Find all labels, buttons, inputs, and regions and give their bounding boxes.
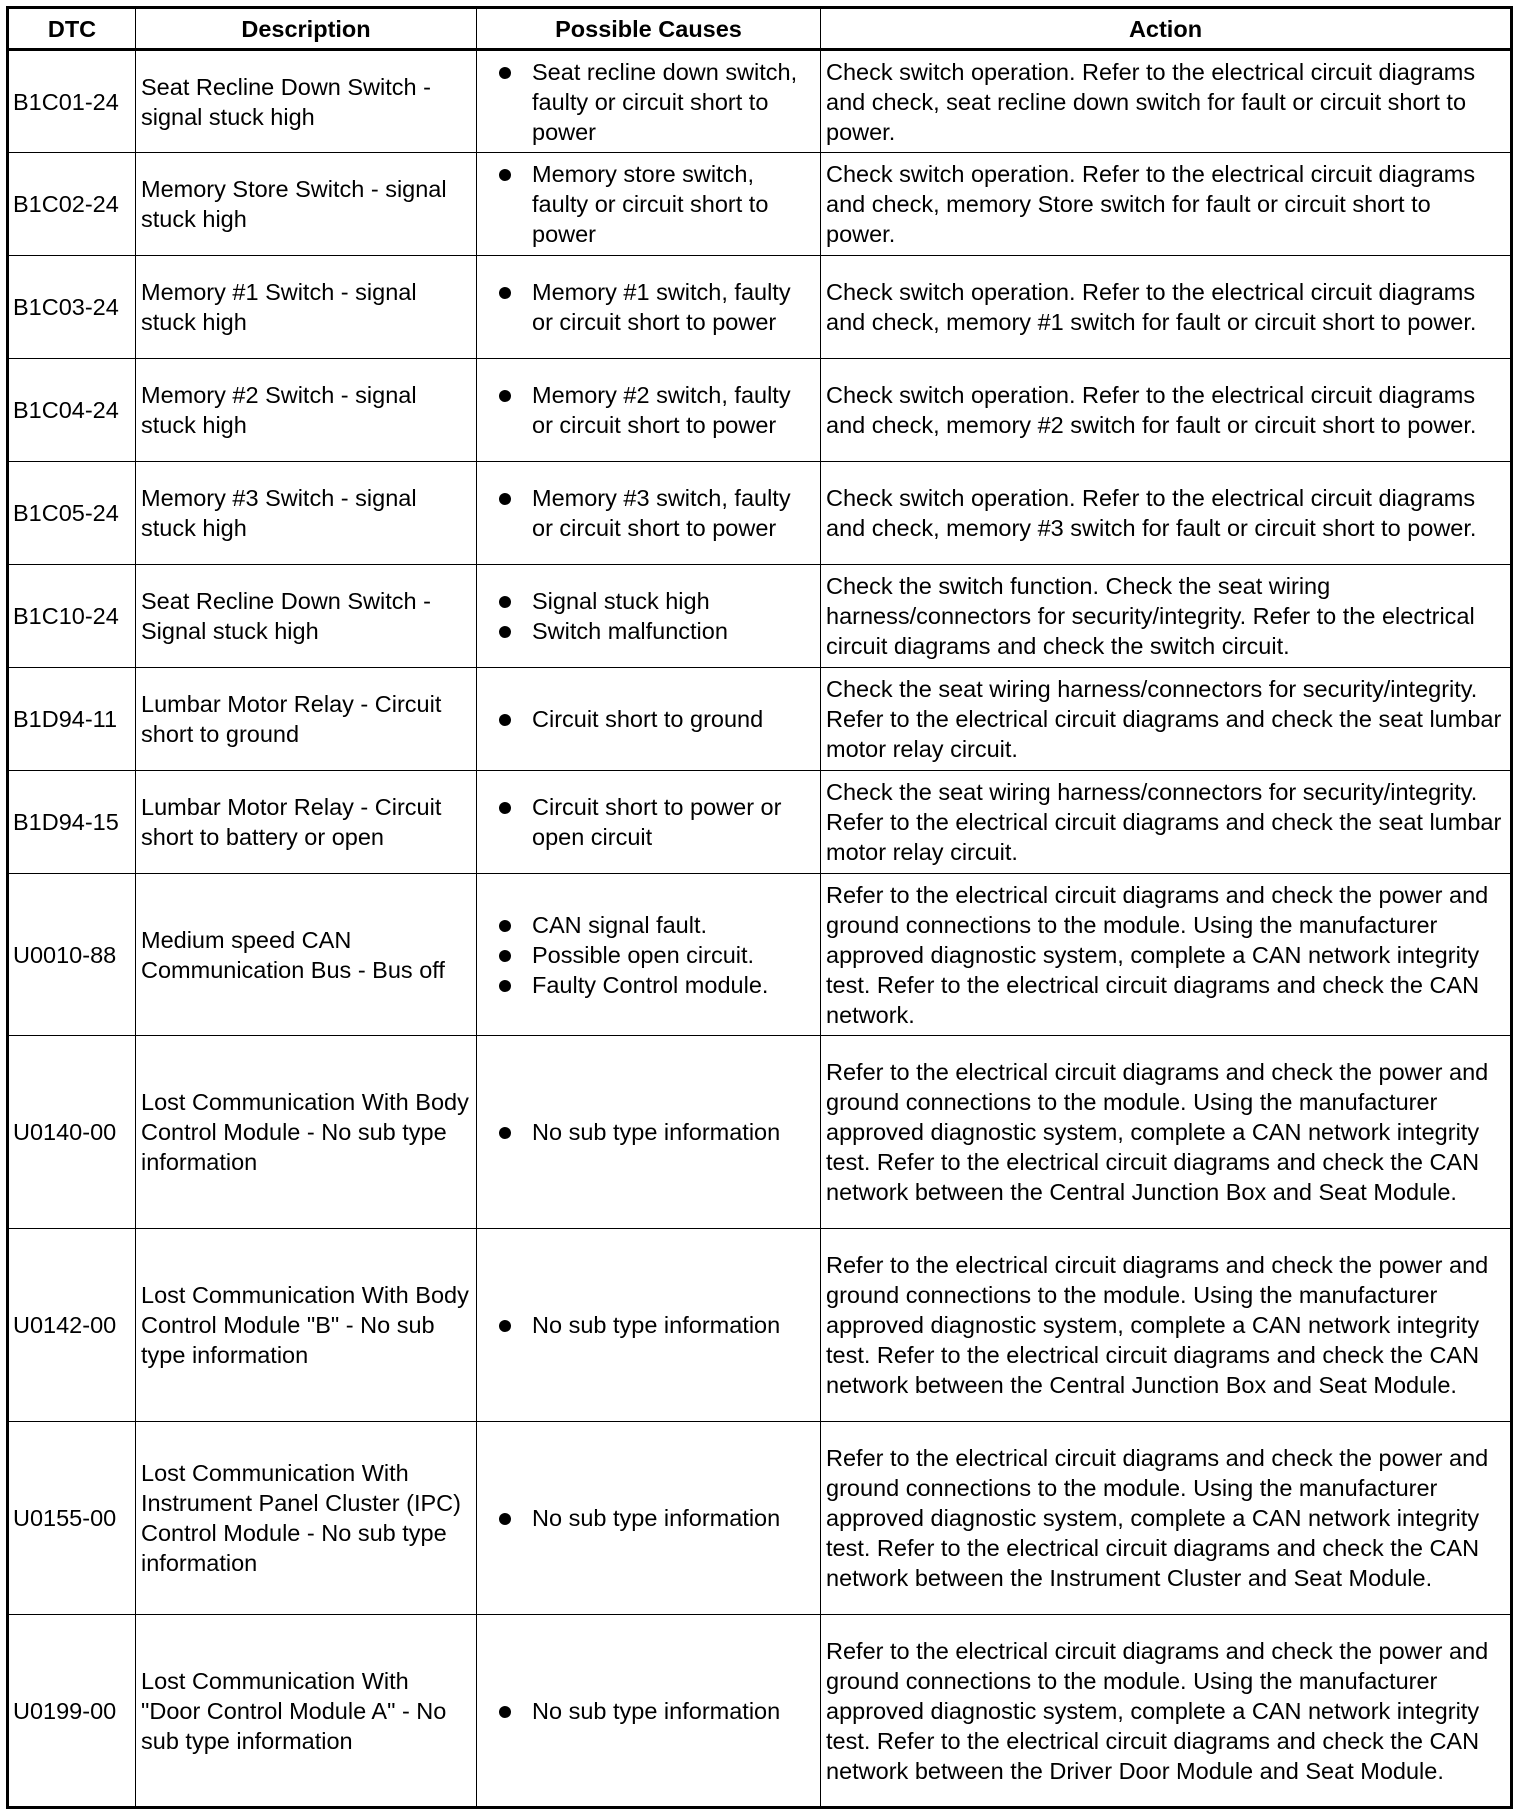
- cause-item: Faulty Control module.: [487, 970, 816, 1000]
- possible-causes: [477, 565, 821, 668]
- cause-item: Possible open circuit.: [487, 940, 816, 970]
- table-row: [8, 50, 1512, 153]
- dtc-action: Refer to the electrical circuit diagrams and check the power and ground connections to the module. Using the manufacturer approved diagnostic system, complete a CAN network integrity test. Refer to the electrical circuit diagrams and check the CAN network between the Central Junction Box and Seat Module.: [821, 1229, 1512, 1422]
- possible-causes: [477, 1422, 821, 1615]
- causes-list: [487, 1503, 816, 1533]
- dtc-action: Refer to the electrical circuit diagrams and check the power and ground connections to the module. Using the manufacturer approved diagnostic system, complete a CAN network integrity test. Refer to the electrical circuit diagrams and check the CAN network between the Instrument Cluster and Seat Module.: [821, 1422, 1512, 1615]
- dtc-code: U0140-00: [8, 1036, 136, 1229]
- header-action: Action: [821, 8, 1512, 50]
- dtc-description: Medium speed CAN Communication Bus - Bus off: [136, 874, 477, 1036]
- table-row: [8, 771, 1512, 874]
- dtc-action: Check switch operation. Refer to the electrical circuit diagrams and check, memory #3 switch for fault or circuit short to power.: [821, 462, 1512, 565]
- causes-list: [487, 380, 816, 440]
- dtc-description: Memory Store Switch - signal stuck high: [136, 153, 477, 256]
- dtc-table: [6, 6, 1513, 1809]
- dtc-action: Check the seat wiring harness/connectors for security/integrity. Refer to the electrical circuit diagrams and check the seat lumbar motor relay circuit.: [821, 771, 1512, 874]
- dtc-action: Refer to the electrical circuit diagrams and check the power and ground connections to the module. Using the manufacturer approved diagnostic system, complete a CAN network integrity test. Refer to the electrical circuit diagrams and check the CAN network between the Driver Door Module and Seat Module.: [821, 1615, 1512, 1808]
- table-row: [8, 1615, 1512, 1808]
- dtc-description: Lumbar Motor Relay - Circuit short to battery or open: [136, 771, 477, 874]
- possible-causes: [477, 874, 821, 1036]
- dtc-code: B1C01-24: [8, 50, 136, 153]
- table-row: [8, 153, 1512, 256]
- table-row: [8, 1229, 1512, 1422]
- cause-item: Memory #3 switch, faulty or circuit short to power: [487, 483, 816, 543]
- possible-causes: [477, 668, 821, 771]
- table-row: [8, 462, 1512, 565]
- causes-list: [487, 57, 816, 147]
- possible-causes: [477, 1229, 821, 1422]
- header-description: Description: [136, 8, 477, 50]
- causes-list: [487, 1117, 816, 1147]
- possible-causes: [477, 1036, 821, 1229]
- dtc-code: U0010-88: [8, 874, 136, 1036]
- header-dtc: DTC: [8, 8, 136, 50]
- cause-item: No sub type information: [487, 1117, 816, 1147]
- header-row: [8, 8, 1512, 50]
- dtc-code: B1C05-24: [8, 462, 136, 565]
- possible-causes: [477, 153, 821, 256]
- cause-item: Switch malfunction: [487, 616, 816, 646]
- dtc-action: Check switch operation. Refer to the electrical circuit diagrams and check, memory #2 switch for fault or circuit short to power.: [821, 359, 1512, 462]
- dtc-description: Memory #2 Switch - signal stuck high: [136, 359, 477, 462]
- cause-item: Seat recline down switch, faulty or circuit short to power: [487, 57, 816, 147]
- causes-list: [487, 1310, 816, 1340]
- table-row: [8, 1422, 1512, 1615]
- dtc-description: Lost Communication With Instrument Panel Cluster (IPC) Control Module - No sub type information: [136, 1422, 477, 1615]
- dtc-description: Lumbar Motor Relay - Circuit short to ground: [136, 668, 477, 771]
- dtc-description: Lost Communication With "Door Control Module A" - No sub type information: [136, 1615, 477, 1808]
- cause-item: Circuit short to power or open circuit: [487, 792, 816, 852]
- possible-causes: [477, 1615, 821, 1808]
- table-row: [8, 359, 1512, 462]
- dtc-action: Check switch operation. Refer to the electrical circuit diagrams and check, memory #1 switch for fault or circuit short to power.: [821, 256, 1512, 359]
- table-row: [8, 668, 1512, 771]
- dtc-description: Memory #3 Switch - signal stuck high: [136, 462, 477, 565]
- dtc-code: B1D94-15: [8, 771, 136, 874]
- dtc-code: B1C04-24: [8, 359, 136, 462]
- dtc-description: Lost Communication With Body Control Module "B" - No sub type information: [136, 1229, 477, 1422]
- causes-list: [487, 586, 816, 646]
- causes-list: [487, 910, 816, 1000]
- possible-causes: [477, 771, 821, 874]
- dtc-action: Check switch operation. Refer to the electrical circuit diagrams and check, seat recline down switch for fault or circuit short to power.: [821, 50, 1512, 153]
- dtc-description: Memory #1 Switch - signal stuck high: [136, 256, 477, 359]
- dtc-description: Seat Recline Down Switch - Signal stuck high: [136, 565, 477, 668]
- dtc-code: U0199-00: [8, 1615, 136, 1808]
- header-possible-causes: Possible Causes: [477, 8, 821, 50]
- dtc-code: B1C10-24: [8, 565, 136, 668]
- table-row: [8, 256, 1512, 359]
- cause-item: No sub type information: [487, 1696, 816, 1726]
- cause-item: Signal stuck high: [487, 586, 816, 616]
- cause-item: Memory #1 switch, faulty or circuit short to power: [487, 277, 816, 337]
- cause-item: Memory store switch, faulty or circuit short to power: [487, 159, 816, 249]
- dtc-description: Seat Recline Down Switch - signal stuck high: [136, 50, 477, 153]
- cause-item: Memory #2 switch, faulty or circuit short to power: [487, 380, 816, 440]
- causes-list: [487, 159, 816, 249]
- cause-item: No sub type information: [487, 1503, 816, 1533]
- dtc-action: Check switch operation. Refer to the electrical circuit diagrams and check, memory Store switch for fault or circuit short to power.: [821, 153, 1512, 256]
- dtc-action: Check the switch function. Check the seat wiring harness/connectors for security/integrity. Refer to the electrical circuit diagrams and check the switch circuit.: [821, 565, 1512, 668]
- causes-list: [487, 1696, 816, 1726]
- causes-list: [487, 277, 816, 337]
- table-row: [8, 874, 1512, 1036]
- table-row: [8, 1036, 1512, 1229]
- dtc-action: Check the seat wiring harness/connectors for security/integrity. Refer to the electrical circuit diagrams and check the seat lumbar motor relay circuit.: [821, 668, 1512, 771]
- table-row: [8, 565, 1512, 668]
- dtc-code: B1C03-24: [8, 256, 136, 359]
- dtc-code: U0155-00: [8, 1422, 136, 1615]
- causes-list: [487, 704, 816, 734]
- possible-causes: [477, 256, 821, 359]
- dtc-description: Lost Communication With Body Control Module - No sub type information: [136, 1036, 477, 1229]
- dtc-action: Refer to the electrical circuit diagrams and check the power and ground connections to the module. Using the manufacturer approved diagnostic system, complete a CAN network integrity test. Refer to the electrical circuit diagrams and check the CAN network between the Central Junction Box and Seat Module.: [821, 1036, 1512, 1229]
- cause-item: Circuit short to ground: [487, 704, 816, 734]
- causes-list: [487, 792, 816, 852]
- possible-causes: [477, 50, 821, 153]
- possible-causes: [477, 359, 821, 462]
- dtc-code: B1D94-11: [8, 668, 136, 771]
- dtc-action: Refer to the electrical circuit diagrams and check the power and ground connections to the module. Using the manufacturer approved diagnostic system, complete a CAN network integrity test. Refer to the electrical circuit diagrams and check the CAN network.: [821, 874, 1512, 1036]
- cause-item: CAN signal fault.: [487, 910, 816, 940]
- cause-item: No sub type information: [487, 1310, 816, 1340]
- dtc-code: U0142-00: [8, 1229, 136, 1422]
- causes-list: [487, 483, 816, 543]
- possible-causes: [477, 462, 821, 565]
- dtc-code: B1C02-24: [8, 153, 136, 256]
